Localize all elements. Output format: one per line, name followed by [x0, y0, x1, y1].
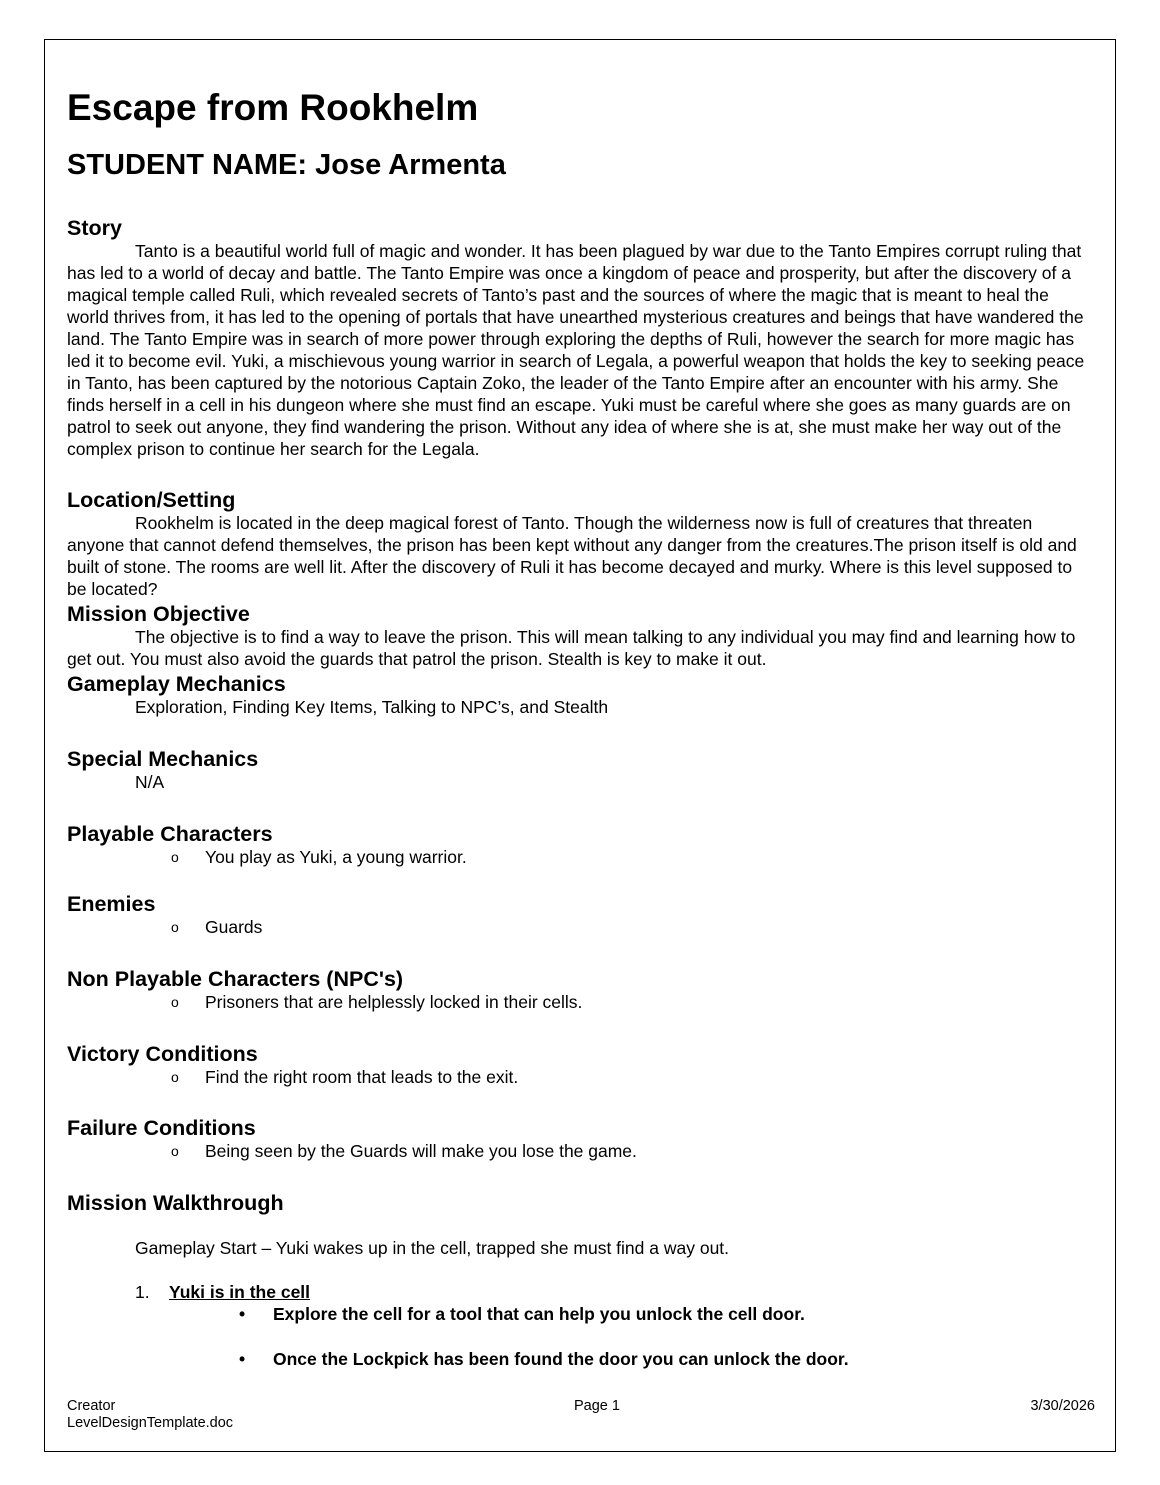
walkthrough-bullet-2: Once the Lockpick has been found the door you can unlock the door. [273, 1349, 849, 1369]
story-heading: Story [67, 216, 122, 240]
section-story [67, 216, 1091, 460]
special-heading: Special Mechanics [67, 747, 259, 771]
list-item [67, 1140, 1091, 1162]
list-item [67, 1303, 1091, 1325]
walkthrough-start: Gameplay Start – Yuki wakes up in the cell, trapped she must find a way out. [135, 1238, 730, 1258]
circle-bullet-icon: o [171, 994, 179, 1010]
location-heading: Location/Setting [67, 488, 236, 512]
victory-heading: Victory Conditions [67, 1042, 258, 1066]
footer-creator: Creator [67, 1398, 116, 1414]
circle-bullet-icon: o [171, 1069, 179, 1085]
list-item [67, 1348, 1091, 1370]
section-enemies [67, 892, 1091, 938]
section-walkthrough [67, 1191, 1091, 1370]
gameplay-text: Exploration, Finding Key Items, Talking to NPC’s, and Stealth [135, 697, 609, 717]
objective-text: The objective is to find a way to leave the prison. This will mean talking to any individual you may find and learning how to get out. You must also avoid the guards that patrol the prison. Stealth is key to make it out. [67, 627, 1076, 669]
section-gameplay [67, 672, 1091, 718]
list-item [67, 846, 1091, 868]
step-label: Yuki is in the cell [169, 1282, 311, 1302]
gameplay-heading: Gameplay Mechanics [67, 672, 286, 696]
walkthrough-heading: Mission Walkthrough [67, 1191, 284, 1215]
enemies-item: Guards [205, 917, 263, 937]
walkthrough-step [67, 1281, 1091, 1303]
circle-bullet-icon: o [171, 919, 179, 935]
list-item [67, 1066, 1091, 1088]
objective-heading: Mission Objective [67, 602, 250, 626]
step-number: 1. [135, 1282, 150, 1302]
section-special [67, 747, 1091, 793]
npcs-item: Prisoners that are helplessly locked in their cells. [205, 992, 583, 1012]
section-failure [67, 1116, 1091, 1162]
failure-item: Being seen by the Guards will make you lose the game. [205, 1141, 637, 1161]
document-title: Escape from Rookhelm [67, 87, 479, 128]
footer-filename: LevelDesignTemplate.doc [67, 1415, 234, 1431]
circle-bullet-icon: o [171, 1143, 179, 1159]
circle-bullet-icon: o [171, 849, 179, 865]
section-objective [67, 602, 1091, 670]
failure-heading: Failure Conditions [67, 1116, 256, 1140]
story-text: Tanto is a beautiful world full of magic and wonder. It has been plagued by war due to the Tanto Empires corrupt ruling that has led to a world of decay and battle. The Tanto Empire was once a kingdom of peace and prosperity, but after the discovery of a magical temple called Ruli, which revealed secrets of Tanto’s past and the sources of where the magic that is meant to heal the world thrives from, it has led to the opening of portals that have unearthed mysterious creatures and beings that have wandered the land. The Tanto Empire was in search of more power through exploring the depths of Ruli, however the search for more magic has led it to become evil. Yuki, a mischievous young warrior in search of Legala, a powerful weapon that holds the key to seeking peace in Tanto, has been captured by the notorious Captain Zoko, the leader of the Tanto Empire after an encounter with his army. She finds herself in a cell in his dungeon where she must find an escape. Yuki must be careful where she goes as many guards are on patrol to seek out anyone, they find wandering the prison. Without any idea of where she is at, she must make her way out of the complex prison to continue her search for the Legala. [67, 241, 1085, 459]
section-location [67, 488, 1091, 600]
walkthrough-bullet-1: Explore the cell for a tool that can help you unlock the cell door. [273, 1304, 805, 1324]
list-item [67, 916, 1091, 938]
special-text: N/A [135, 772, 165, 792]
student-name: STUDENT NAME: Jose Armenta [67, 149, 506, 181]
disc-bullet-icon: • [239, 1304, 246, 1324]
npcs-heading: Non Playable Characters (NPC's) [67, 967, 404, 991]
playable-heading: Playable Characters [67, 822, 273, 846]
disc-bullet-icon: • [239, 1349, 246, 1369]
playable-item: You play as Yuki, a young warrior. [205, 847, 467, 867]
footer-date: 3/30/2026 [1030, 1398, 1095, 1414]
section-victory [67, 1042, 1091, 1088]
location-text: Rookhelm is located in the deep magical forest of Tanto. Though the wilderness now is full of creatures that threaten anyone that cannot defend themselves, the prison has been kept without any danger from the creatures.The prison itself is old and built of stone. The rooms are well lit. After the discovery of Ruli it has become decayed and murky. Where is this level supposed to be located? [67, 513, 1077, 599]
section-npcs [67, 967, 1091, 1013]
victory-item: Find the right room that leads to the exit. [205, 1067, 519, 1087]
document-body [67, 86, 1091, 1370]
document-page [44, 39, 1116, 1452]
section-playable [67, 822, 1091, 868]
list-item [67, 991, 1091, 1013]
footer-left [67, 1398, 233, 1432]
footer-page-number: Page 1 [574, 1398, 620, 1414]
enemies-heading: Enemies [67, 892, 156, 916]
